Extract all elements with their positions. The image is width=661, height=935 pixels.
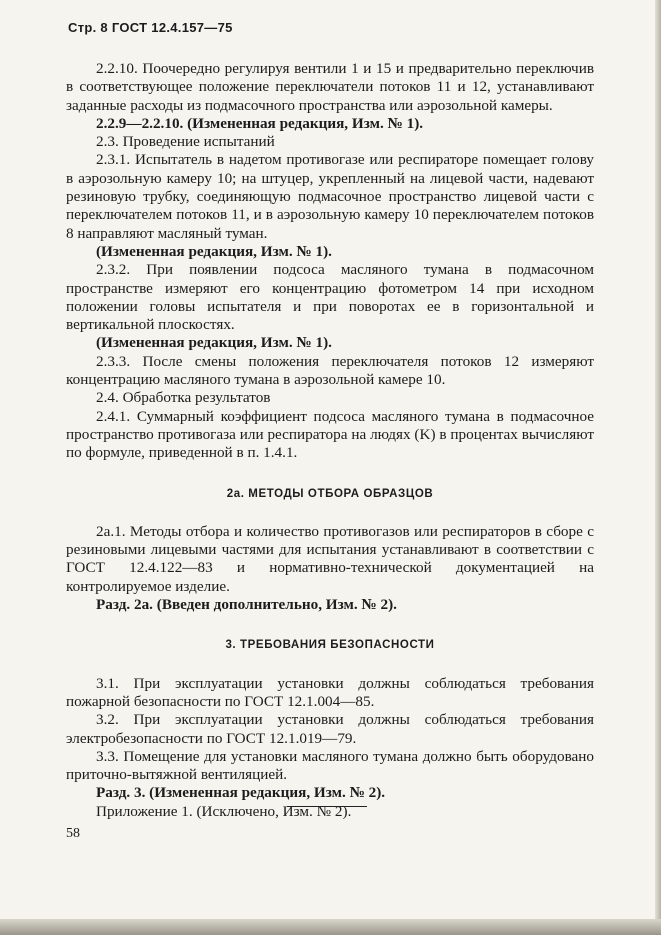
paragraph: (Измененная редакция, Изм. № 1). [96, 334, 332, 352]
section-3-body [66, 675, 594, 821]
running-header: Стр. 8 ГОСТ 12.4.157—75 [68, 20, 233, 35]
paragraph: 2.2.10. Поочередно регулируя вентили 1 и 15 и предварительно переключив в соответствующее положение переключатели потоков 11 и 12, устанавливают заданные расходы из подмасочного пространства или аэрозольной камеры. [66, 60, 594, 114]
section-3-title: 3. ТРЕБОВАНИЯ БЕЗОПАСНОСТИ [225, 639, 435, 652]
section-2a-body [66, 523, 594, 614]
paragraph: 2.4.1. Суммарный коэффициент подсоса масляного тумана в подмасочное пространство противогаза или респиратора на людях (K) в процентах вычисляют по формуле, приведенной в п. 1.4.1. [66, 407, 594, 462]
page-content [66, 60, 594, 821]
scan-edge-right [655, 0, 661, 935]
paragraph: (Измененная редакция, Изм. № 1). [96, 242, 332, 260]
scan-edge-bottom [0, 919, 661, 935]
paragraph: 2.2.9—2.2.10. (Измененная редакция, Изм. № 1). [96, 114, 424, 132]
paragraph: Приложение 1. (Исключено, Изм. № 2). [96, 802, 352, 820]
end-rule [287, 806, 367, 807]
section-2a-title: 2а. МЕТОДЫ ОТБОРА ОБРАЗЦОВ [226, 487, 434, 500]
paragraph: 2.3. Проведение испытаний [96, 133, 275, 151]
paragraph: 2.4. Обработка результатов [96, 389, 271, 407]
paragraph: 2.3.3. После смены положения переключателя потоков 12 измеряют концентрацию масляного тумана в аэрозольной камере 10. [66, 352, 594, 389]
paragraph: Разд. 2а. (Введен дополнительно, Изм. № 2). [96, 596, 397, 614]
paragraph: 3.1. При эксплуатации установки должны соблюдаться требования пожарной безопасности по ГОСТ 12.1.004—85. [66, 674, 594, 710]
paragraph: 3.2. При эксплуатации установки должны соблюдаться требования электробезопасности по ГОСТ 12.1.019—79. [66, 711, 594, 747]
page-number: 58 [66, 826, 80, 841]
paragraph: 2а.1. Методы отбора и количество противогазов или респираторов в сборе с резиновыми лицевыми частями для испытания устанавливают в соответствии с ГОСТ 12.4.122—83 и нормативно-технической документацией на контролируемое изделие. [66, 522, 594, 595]
paragraph: 2.3.2. При появлении подсоса масляного тумана в подмасочном пространстве измеряют его концентрацию фотометром 14 при исходном положении головы испытателя и при поворотах ее в горизонтальной и вертикальной плоскостях. [66, 261, 594, 334]
paragraph: Разд. 3. (Измененная редакция, Изм. № 2). [96, 784, 386, 802]
paragraph: 3.3. Помещение для установки масляного тумана должно быть оборудовано приточно-вытяжной вентиляцией. [66, 747, 594, 784]
paragraph: 2.3.1. Испытатель в надетом противогазе или респираторе помещает голову в аэрозольную камеру 10; на штуцер, укрепленный на лицевой части, надевают резиновую трубку, соединяющую подмасочное пространство лицевой части с переключателем потоков 11, и в аэрозольную камеру 10 переключателем потоков 8 направляют масляный туман. [66, 151, 594, 242]
section-2-tests-part [66, 60, 594, 463]
